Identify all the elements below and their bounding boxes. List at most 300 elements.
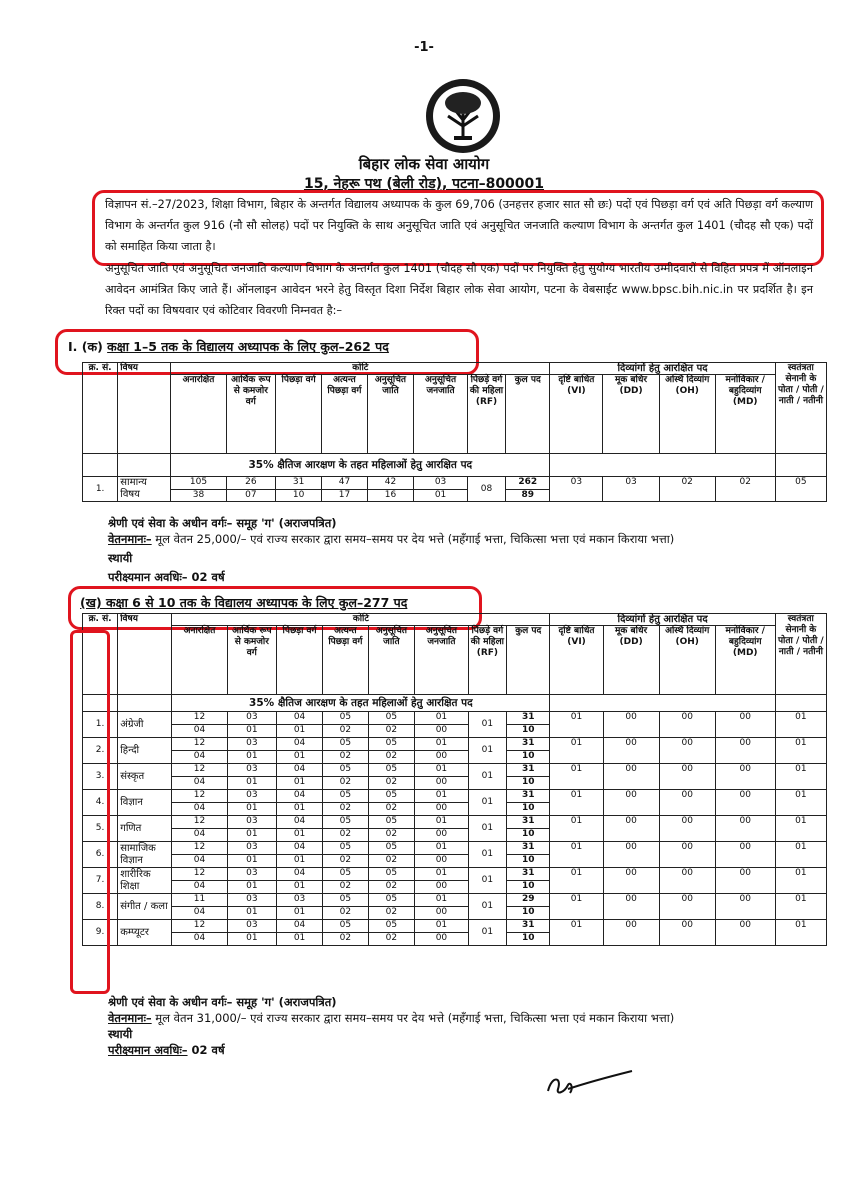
pay-scale-label: वेतनमानः– bbox=[108, 1011, 152, 1025]
row-value: 05 bbox=[323, 842, 368, 855]
col-header-bc: पिछड़ा वर्ग bbox=[276, 375, 322, 454]
row-value-women: 10 bbox=[507, 777, 550, 790]
row-value-women: 00 bbox=[415, 855, 469, 868]
row-divyang-value: 02 bbox=[659, 477, 715, 502]
row-value-women: 02 bbox=[368, 907, 415, 920]
row-value: 03 bbox=[227, 712, 276, 725]
row-value: 05 bbox=[368, 816, 415, 829]
col-header-oh: अस्थि दिव्यांग (OH) bbox=[659, 626, 715, 695]
col-header-ews: आर्थिक रूप से कमजोर वर्ग bbox=[226, 375, 275, 454]
row-value: 47 bbox=[322, 477, 368, 490]
row-value: 01 bbox=[415, 712, 469, 725]
table-row bbox=[83, 816, 827, 829]
col-header-dd: मूक बधिर (DD) bbox=[603, 375, 659, 454]
row-value-women: 01 bbox=[227, 751, 276, 764]
row-value-women: 01 bbox=[227, 907, 276, 920]
row-value-women: 04 bbox=[172, 829, 227, 842]
row-divyang-value: 02 bbox=[715, 477, 775, 502]
row-value-women: 10 bbox=[507, 855, 550, 868]
row-value: 03 bbox=[227, 790, 276, 803]
row-divyang-value: 01 bbox=[775, 868, 826, 894]
row-value-women: 10 bbox=[276, 489, 322, 502]
row-value: 12 bbox=[172, 868, 227, 881]
advertisement-paragraph: विज्ञापन सं.–27/2023, शिक्षा विभाग, बिहार के अन्तर्गत विद्यालय अध्यापक के कुल 69,706 (उनहत्तर हजार सात सौ छः) पदों एवं पिछड़ा वर्ग एवं अति पिछड़ा वर्ग कल्याण विभाग के अन्तर्गत कुल 916 (नौ सौ सोलह) पदों पर नियुक्ति के साथ अनुसूचित जाति एवं अनुसूचित जनजाति कल्याण विभाग के अन्तर्गत कुल 1401 (चौदह सौ एक) पदों को समाहित किया जाता है। bbox=[105, 198, 813, 253]
row-divyang-value: 00 bbox=[603, 816, 659, 842]
row-serial-number: 3. bbox=[83, 764, 118, 790]
row-value-women: 02 bbox=[368, 933, 415, 946]
col-header-divyang: दिव्यांगों हेतु आरक्षित पद bbox=[550, 614, 775, 626]
service-info-b bbox=[108, 994, 828, 1058]
row-value-women: 00 bbox=[415, 777, 469, 790]
row-value: 12 bbox=[172, 764, 227, 777]
row-divyang-value: 00 bbox=[603, 920, 659, 946]
row-value: 05 bbox=[323, 894, 368, 907]
row-divyang-value: 01 bbox=[775, 712, 826, 738]
row-serial-number: 1. bbox=[83, 477, 118, 502]
row-value: 31 bbox=[507, 790, 550, 803]
row-value-women: 01 bbox=[414, 489, 468, 502]
row-value-women: 01 bbox=[227, 777, 276, 790]
row-subject: शारीरिक शिक्षा bbox=[118, 868, 172, 894]
row-divyang-value: 00 bbox=[715, 868, 775, 894]
row-value-women: 00 bbox=[415, 881, 469, 894]
row-divyang-value: 01 bbox=[550, 712, 603, 738]
row-value: 01 bbox=[415, 894, 469, 907]
row-value: 12 bbox=[172, 816, 227, 829]
row-divyang-value: 01 bbox=[550, 764, 603, 790]
row-divyang-value: 01 bbox=[550, 894, 603, 920]
row-divyang-value: 00 bbox=[659, 790, 715, 816]
row-value: 03 bbox=[227, 920, 276, 933]
row-value-women: 10 bbox=[507, 725, 550, 738]
row-serial-number: 1. bbox=[83, 712, 118, 738]
row-value-women: 01 bbox=[276, 907, 322, 920]
col-header-subject: विषय bbox=[118, 363, 171, 454]
row-divyang-value: 00 bbox=[715, 738, 775, 764]
row-value: 01 bbox=[468, 764, 506, 790]
row-value-women: 04 bbox=[172, 855, 227, 868]
row-value-women: 01 bbox=[276, 829, 322, 842]
row-value-women: 01 bbox=[276, 725, 322, 738]
row-value: 31 bbox=[507, 764, 550, 777]
row-value: 12 bbox=[172, 738, 227, 751]
row-value-women: 01 bbox=[227, 881, 276, 894]
table-cell bbox=[775, 695, 826, 712]
row-value-women: 02 bbox=[323, 933, 368, 946]
row-value: 05 bbox=[323, 712, 368, 725]
row-value: 05 bbox=[368, 894, 415, 907]
table-row bbox=[83, 790, 827, 803]
row-subject: संस्कृत bbox=[118, 764, 172, 790]
row-value: 01 bbox=[415, 842, 469, 855]
row-value-women: 17 bbox=[322, 489, 368, 502]
row-value-women: 02 bbox=[323, 855, 368, 868]
table-cell bbox=[775, 454, 826, 477]
col-header-unreserved: अनारक्षित bbox=[171, 375, 226, 454]
row-subject: कम्प्यूटर bbox=[118, 920, 172, 946]
row-divyang-value: 00 bbox=[603, 842, 659, 868]
row-divyang-value: 01 bbox=[550, 842, 603, 868]
row-value-women: 01 bbox=[227, 855, 276, 868]
col-header-vi: दृष्टि बाधित (VI) bbox=[550, 375, 603, 454]
col-header-st: अनुसूचित जनजाति bbox=[414, 375, 468, 454]
row-value: 01 bbox=[415, 764, 469, 777]
col-header-sc: अनुसूचित जाति bbox=[367, 375, 414, 454]
row-value: 05 bbox=[323, 816, 368, 829]
row-value: 04 bbox=[276, 816, 322, 829]
col-header-ebc: अत्यन्त पिछड़ा वर्ग bbox=[322, 375, 368, 454]
row-divyang-value: 00 bbox=[715, 816, 775, 842]
col-header-freedom-fighter: स्वतंत्रता सेनानी के पोता / पोती / नाती / नतीनी bbox=[775, 614, 826, 695]
row-divyang-value: 00 bbox=[603, 738, 659, 764]
row-value: 05 bbox=[368, 842, 415, 855]
row-divyang-value: 00 bbox=[659, 920, 715, 946]
row-value: 31 bbox=[507, 712, 550, 725]
row-value: 03 bbox=[227, 842, 276, 855]
row-value: 262 bbox=[506, 477, 550, 490]
row-value-women: 02 bbox=[368, 829, 415, 842]
col-header-koti: कोटि bbox=[172, 614, 550, 626]
row-value-women: 02 bbox=[368, 751, 415, 764]
row-serial-number: 9. bbox=[83, 920, 118, 946]
row-value: 03 bbox=[227, 738, 276, 751]
row-value-women: 07 bbox=[226, 489, 275, 502]
row-value: 01 bbox=[468, 738, 506, 764]
row-value-women: 04 bbox=[172, 907, 227, 920]
row-divyang-value: 00 bbox=[659, 738, 715, 764]
row-subject: सामाजिक विज्ञान bbox=[118, 842, 172, 868]
row-value: 05 bbox=[323, 738, 368, 751]
row-value-women: 02 bbox=[368, 881, 415, 894]
women-note-row bbox=[83, 695, 827, 712]
row-value: 31 bbox=[507, 920, 550, 933]
row-value-women: 01 bbox=[227, 829, 276, 842]
row-divyang-value: 01 bbox=[550, 920, 603, 946]
row-serial-number: 7. bbox=[83, 868, 118, 894]
row-value-women: 02 bbox=[323, 907, 368, 920]
row-value: 03 bbox=[276, 894, 322, 907]
row-serial-number: 5. bbox=[83, 816, 118, 842]
section-a-prefix: I. (क) bbox=[68, 339, 103, 354]
row-value: 01 bbox=[468, 868, 506, 894]
row-value-women: 10 bbox=[507, 907, 550, 920]
table-row bbox=[83, 920, 827, 933]
row-value-women: 04 bbox=[172, 751, 227, 764]
col-header-st: अनुसूचित जनजाति bbox=[415, 626, 469, 695]
row-divyang-value: 01 bbox=[775, 790, 826, 816]
row-value: 31 bbox=[507, 816, 550, 829]
row-value-women: 00 bbox=[415, 907, 469, 920]
row-value-women: 16 bbox=[367, 489, 414, 502]
permanent-label: स्थायी bbox=[108, 551, 133, 565]
row-divyang-value: 00 bbox=[659, 868, 715, 894]
row-value: 03 bbox=[227, 868, 276, 881]
row-value-women: 01 bbox=[276, 751, 322, 764]
row-divyang-value: 00 bbox=[659, 764, 715, 790]
row-value: 05 bbox=[368, 790, 415, 803]
row-value-women: 01 bbox=[227, 803, 276, 816]
row-divyang-value: 00 bbox=[603, 790, 659, 816]
row-value: 01 bbox=[415, 920, 469, 933]
row-subject: हिन्दी bbox=[118, 738, 172, 764]
row-value: 04 bbox=[276, 738, 322, 751]
row-divyang-value: 03 bbox=[603, 477, 659, 502]
row-value: 01 bbox=[415, 738, 469, 751]
col-header-md: मनोविकार / बहुदिव्यांग (MD) bbox=[715, 375, 775, 454]
row-divyang-value: 01 bbox=[775, 816, 826, 842]
row-value: 12 bbox=[172, 790, 227, 803]
pay-scale-text: मूल वेतन 31,000/– एवं राज्य सरकार द्वारा समय–समय पर देय भत्ते (महँगाई भत्ता, चिकित्सा भत्ता एवं मकान किराया भत्ता) bbox=[151, 1011, 675, 1025]
row-value: 05 bbox=[323, 790, 368, 803]
probation-label: परीक्ष्यमान अवधिः– bbox=[108, 570, 188, 584]
row-value-women: 04 bbox=[172, 881, 227, 894]
table-row bbox=[83, 764, 827, 777]
row-value: 31 bbox=[276, 477, 322, 490]
row-value: 03 bbox=[227, 894, 276, 907]
row-value: 12 bbox=[172, 712, 227, 725]
row-value-women: 00 bbox=[415, 933, 469, 946]
row-value-women: 00 bbox=[415, 803, 469, 816]
row-divyang-value: 01 bbox=[550, 790, 603, 816]
col-header-total: कुल पद bbox=[506, 375, 550, 454]
row-divyang-value: 00 bbox=[659, 712, 715, 738]
highlight-box-advertisement bbox=[92, 190, 824, 266]
row-divyang-value: 01 bbox=[550, 738, 603, 764]
row-divyang-value: 00 bbox=[715, 842, 775, 868]
row-value: 31 bbox=[507, 868, 550, 881]
row-value: 01 bbox=[468, 712, 506, 738]
row-divyang-value: 00 bbox=[603, 712, 659, 738]
org-address: 15, नेहरू पथ (बेली रोड), पटना–800001 bbox=[303, 176, 545, 192]
row-value: 105 bbox=[171, 477, 226, 490]
section-b-heading: (ख) कक्षा 6 से 10 तक के विद्यालय अध्यापक के लिए कुल–277 पद bbox=[80, 595, 408, 610]
row-value: 04 bbox=[276, 790, 322, 803]
row-value-women: 04 bbox=[172, 933, 227, 946]
page-number: -1- bbox=[414, 40, 434, 55]
row-divyang-value: 00 bbox=[659, 894, 715, 920]
row-value-women: 02 bbox=[368, 725, 415, 738]
row-divyang-value: 01 bbox=[550, 816, 603, 842]
row-divyang-value: 00 bbox=[603, 894, 659, 920]
col-header-koti: कोटि bbox=[171, 363, 550, 375]
row-value: 04 bbox=[276, 764, 322, 777]
row-serial-number: 4. bbox=[83, 790, 118, 816]
table-cell bbox=[550, 695, 775, 712]
col-header-ews: आर्थिक रूप से कमजोर वर्ग bbox=[227, 626, 276, 695]
row-value-women: 02 bbox=[323, 777, 368, 790]
women-note-row bbox=[83, 454, 827, 477]
col-header-sc: अनुसूचित जाति bbox=[368, 626, 415, 695]
row-value: 01 bbox=[415, 790, 469, 803]
row-value-women: 04 bbox=[172, 777, 227, 790]
row-value-women: 02 bbox=[368, 803, 415, 816]
table-cell bbox=[118, 454, 171, 477]
row-divyang-value: 03 bbox=[550, 477, 603, 502]
row-divyang-value: 01 bbox=[775, 842, 826, 868]
highlight-box-serial-numbers bbox=[70, 630, 110, 994]
col-header-md: मनोविकार / बहुदिव्यांग (MD) bbox=[715, 626, 775, 695]
row-serial-number: 2. bbox=[83, 738, 118, 764]
row-value-women: 02 bbox=[323, 803, 368, 816]
row-value-women: 02 bbox=[368, 777, 415, 790]
row-divyang-value: 00 bbox=[715, 712, 775, 738]
row-divyang-value: 01 bbox=[775, 738, 826, 764]
probation-value: 02 वर्ष bbox=[187, 1043, 225, 1057]
row-divyang-value: 00 bbox=[659, 816, 715, 842]
row-divyang-value: 00 bbox=[715, 764, 775, 790]
row-value-women: 02 bbox=[323, 751, 368, 764]
row-value: 12 bbox=[172, 842, 227, 855]
col-header-dd: मूक बधिर (DD) bbox=[603, 626, 659, 695]
row-value-women: 89 bbox=[506, 489, 550, 502]
col-header-subject: विषय bbox=[118, 614, 172, 695]
row-value: 04 bbox=[276, 920, 322, 933]
row-value-women: 00 bbox=[415, 829, 469, 842]
row-value: 05 bbox=[368, 868, 415, 881]
table-cell bbox=[118, 695, 172, 712]
row-value: 26 bbox=[226, 477, 275, 490]
row-value: 42 bbox=[367, 477, 414, 490]
probation-value: 02 वर्ष bbox=[187, 570, 225, 584]
probation-label: परीक्ष्यमान अवधिः– bbox=[108, 1043, 188, 1057]
row-value-women: 10 bbox=[507, 829, 550, 842]
row-value: 01 bbox=[468, 842, 506, 868]
row-divyang-value: 00 bbox=[659, 842, 715, 868]
col-header-oh: अस्थि दिव्यांग (OH) bbox=[659, 375, 715, 454]
row-value-women: 10 bbox=[507, 751, 550, 764]
row-value: 01 bbox=[468, 816, 506, 842]
row-value: 05 bbox=[368, 764, 415, 777]
col-header-freedom-fighter: स्वतंत्रता सेनानी के पोता / पोती / नाती / नतीनी bbox=[775, 363, 826, 454]
row-value-women: 02 bbox=[323, 881, 368, 894]
col-header-unreserved: अनारक्षित bbox=[172, 626, 227, 695]
row-divyang-value: 00 bbox=[603, 764, 659, 790]
row-value-women: 01 bbox=[227, 725, 276, 738]
row-value: 04 bbox=[276, 842, 322, 855]
col-header-ebc: अत्यन्त पिछड़ा वर्ग bbox=[323, 626, 368, 695]
service-category: श्रेणी एवं सेवा के अधीन वर्गः– समूह 'ग' (अराजपत्रित) bbox=[108, 995, 337, 1009]
row-value: 05 bbox=[323, 764, 368, 777]
row-value: 05 bbox=[368, 920, 415, 933]
col-header-rf: पिछड़े वर्ग की महिला (RF) bbox=[467, 375, 505, 454]
row-value-women: 02 bbox=[323, 829, 368, 842]
header-row bbox=[83, 614, 827, 626]
row-value: 05 bbox=[323, 868, 368, 881]
row-value: 01 bbox=[468, 894, 506, 920]
row-value-women: 01 bbox=[276, 777, 322, 790]
table-row bbox=[83, 477, 827, 490]
row-value: 04 bbox=[276, 712, 322, 725]
row-value: 05 bbox=[368, 712, 415, 725]
header-row bbox=[83, 375, 827, 454]
row-value: 05 bbox=[368, 738, 415, 751]
row-value-women: 01 bbox=[276, 803, 322, 816]
org-name: बिहार लोक सेवा आयोग bbox=[358, 155, 490, 173]
row-divyang-value: 01 bbox=[775, 894, 826, 920]
row-divyang-value: 01 bbox=[775, 920, 826, 946]
row-divyang-value: 00 bbox=[715, 894, 775, 920]
row-value: 03 bbox=[227, 816, 276, 829]
table-row bbox=[83, 738, 827, 751]
col-header-bc: पिछड़ा वर्ग bbox=[276, 626, 322, 695]
application-paragraph: अनुसूचित जाति एवं अनुसूचित जनजाति कल्याण विभाग के अन्तर्गत कुल 1401 (चौदह सौ एक) पदों पर नियुक्ति हेतु सुयोग्य भारतीय उम्मीदवारों से विहित प्रपत्र में ऑनलाइन आवेदन आमंत्रित किए जाते हैं। ऑनलाइन आवेदन भरने हेतु विस्तृत दिशा निर्देश बिहार लोक सेवा आयोग, पटना के वेबसाईट www.bpsc.bih.nic.in पर प्रदर्शित है। इन रिक्त पदों का विषयवार एवं कोटिवार विवरणी निम्नवत है:– bbox=[105, 262, 813, 317]
col-header-vi: दृष्टि बाधित (VI) bbox=[550, 626, 603, 695]
permanent-label: स्थायी bbox=[108, 1027, 133, 1041]
row-value: 03 bbox=[227, 764, 276, 777]
col-header-rf: पिछड़े वर्ग की महिला (RF) bbox=[468, 626, 506, 695]
row-value: 31 bbox=[507, 842, 550, 855]
row-value-women: 10 bbox=[507, 803, 550, 816]
row-divyang-value: 00 bbox=[603, 868, 659, 894]
signature-icon bbox=[540, 1065, 640, 1105]
row-value-women: 38 bbox=[171, 489, 226, 502]
row-value: 29 bbox=[507, 894, 550, 907]
row-value-women: 01 bbox=[276, 933, 322, 946]
row-value: 01 bbox=[415, 868, 469, 881]
row-serial-number: 8. bbox=[83, 894, 118, 920]
row-subject: विज्ञान bbox=[118, 790, 172, 816]
commission-emblem-icon bbox=[418, 76, 508, 156]
table-row bbox=[83, 894, 827, 907]
row-value-women: 04 bbox=[172, 725, 227, 738]
women-reservation-note: 35% क्षैतिज आरक्षण के तहत महिलाओं हेतु आरक्षित पद bbox=[172, 695, 550, 712]
row-value-women: 00 bbox=[415, 725, 469, 738]
row-value-women: 01 bbox=[276, 881, 322, 894]
pay-scale-label: वेतनमानः– bbox=[108, 532, 152, 546]
row-value: 01 bbox=[468, 790, 506, 816]
row-divyang-value: 00 bbox=[715, 790, 775, 816]
row-value: 05 bbox=[323, 920, 368, 933]
row-divyang-value: 01 bbox=[775, 764, 826, 790]
row-divyang-value: 01 bbox=[550, 868, 603, 894]
row-value: 01 bbox=[415, 816, 469, 829]
row-value-women: 01 bbox=[227, 933, 276, 946]
table-row bbox=[83, 868, 827, 881]
row-serial-number: 6. bbox=[83, 842, 118, 868]
row-value: 03 bbox=[414, 477, 468, 490]
row-subject: अंग्रेजी bbox=[118, 712, 172, 738]
col-header-sno: क्र. सं. bbox=[83, 614, 118, 695]
row-value-women: 01 bbox=[276, 855, 322, 868]
row-value: 04 bbox=[276, 868, 322, 881]
row-value-women: 02 bbox=[368, 855, 415, 868]
row-value-women: 04 bbox=[172, 803, 227, 816]
col-header-divyang: दिव्यांगों हेतु आरक्षित पद bbox=[550, 363, 775, 375]
row-divyang-value: 05 bbox=[775, 477, 826, 502]
row-divyang-value: 00 bbox=[715, 920, 775, 946]
section-a-heading: कक्षा 1–5 तक के विद्यालय अध्यापक के लिए कुल–262 पद bbox=[107, 339, 389, 354]
service-info-a bbox=[108, 515, 828, 585]
row-subject: संगीत / कला bbox=[118, 894, 172, 920]
row-value: 31 bbox=[507, 738, 550, 751]
header-row bbox=[83, 626, 827, 695]
table-cell bbox=[83, 454, 118, 477]
row-value-women: 00 bbox=[415, 751, 469, 764]
row-value-women: 02 bbox=[323, 725, 368, 738]
row-value: 11 bbox=[172, 894, 227, 907]
table-row bbox=[83, 712, 827, 725]
col-header-total: कुल पद bbox=[507, 626, 550, 695]
header-row bbox=[83, 363, 827, 375]
row-value-women: 10 bbox=[507, 881, 550, 894]
vacancy-table-class-1-5 bbox=[82, 362, 827, 502]
row-value: 01 bbox=[468, 920, 506, 946]
row-value: 08 bbox=[467, 477, 505, 502]
row-value: 12 bbox=[172, 920, 227, 933]
table-row bbox=[83, 842, 827, 855]
women-reservation-note: 35% क्षैतिज आरक्षण के तहत महिलाओं हेतु आरक्षित पद bbox=[171, 454, 550, 477]
col-header-sno: क्र. सं. bbox=[83, 363, 118, 454]
